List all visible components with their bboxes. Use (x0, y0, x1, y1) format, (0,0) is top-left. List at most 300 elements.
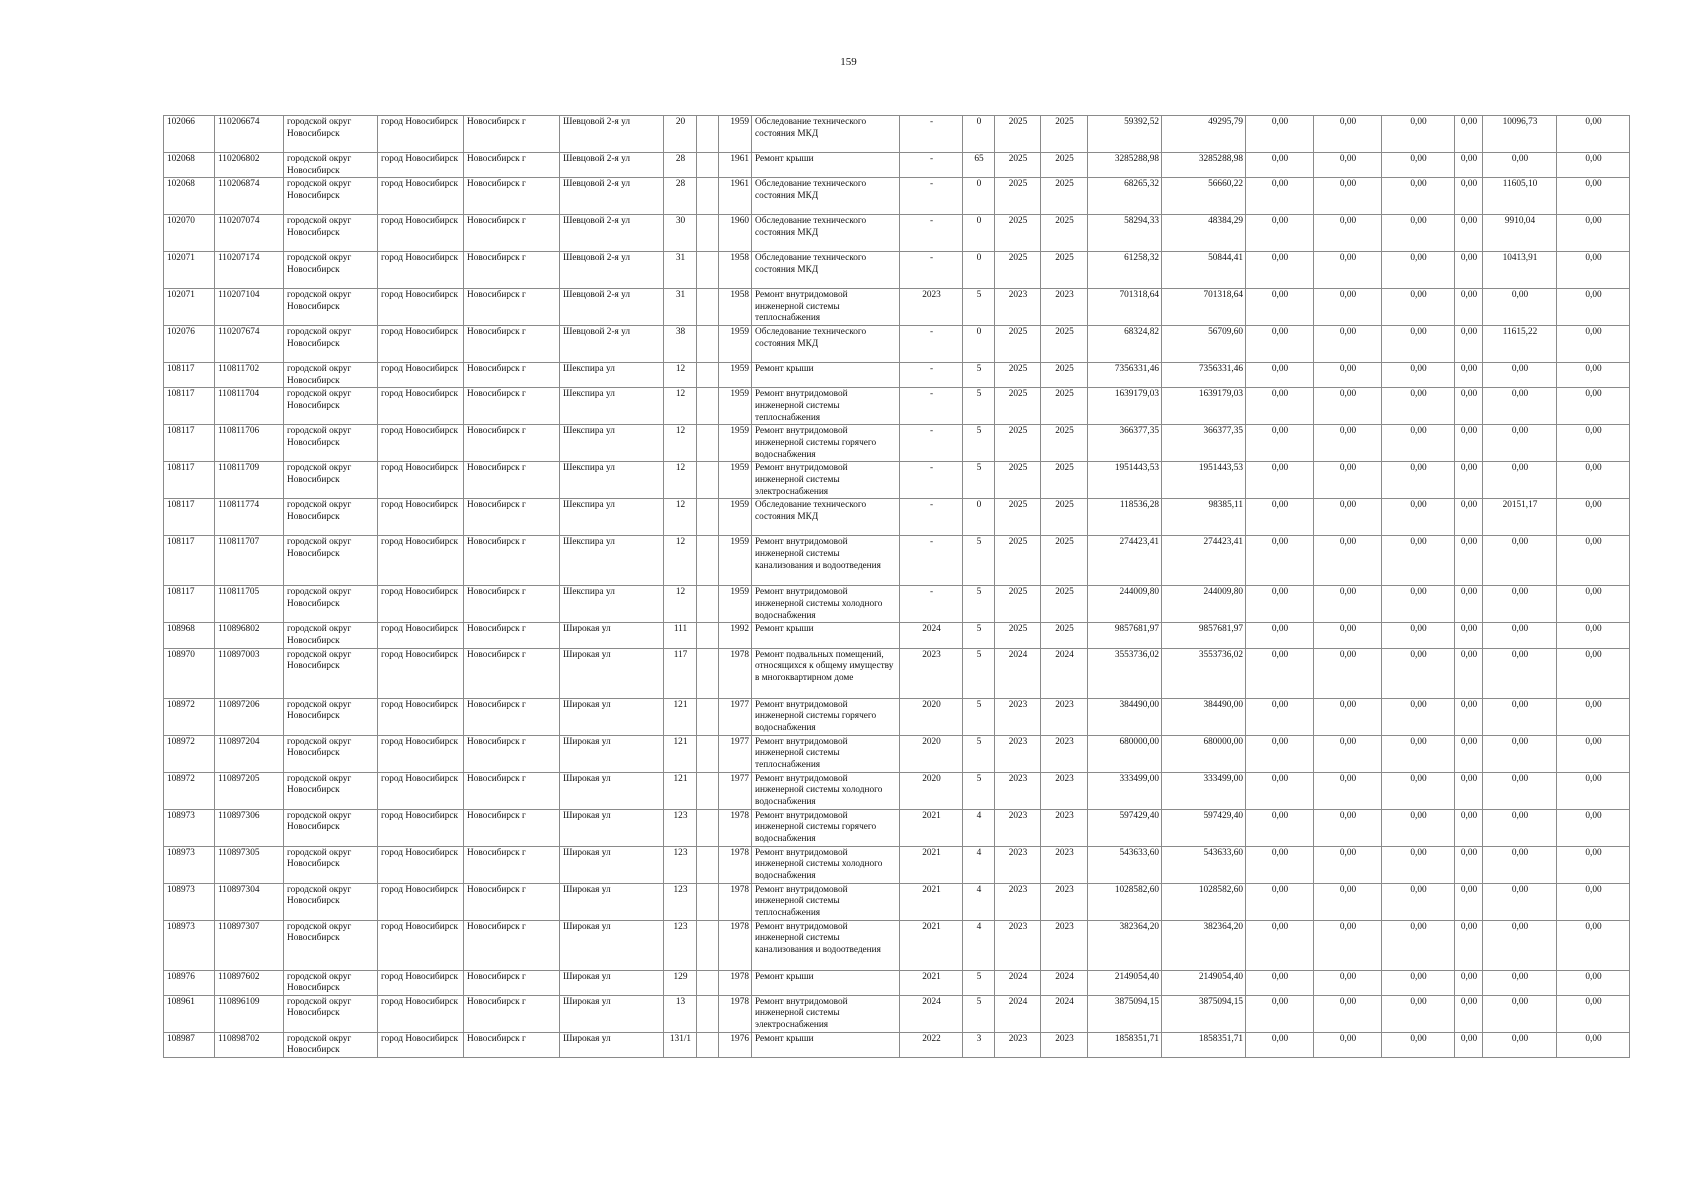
cell-other-source: 0,00 (1455, 995, 1483, 1032)
cell-federal-budget: 0,00 (1246, 536, 1314, 586)
cell-owners-funds: 0,00 (1483, 883, 1557, 920)
cell-build-year: 1960 (719, 215, 752, 252)
cell-fund-cost: 3875094,15 (1162, 995, 1246, 1032)
cell-house-number: 28 (664, 153, 697, 178)
cell-work-type: Обследование технического состояния МКД (752, 116, 900, 153)
cell-prior-year: 2021 (900, 809, 963, 846)
cell-regional-budget: 0,00 (1314, 153, 1382, 178)
cell-fund-cost: 7356331,46 (1162, 363, 1246, 388)
cell-work-type: Ремонт крыши (752, 363, 900, 388)
cell-building (697, 425, 719, 462)
cell-municipal-budget: 0,00 (1382, 809, 1455, 846)
cell-owners-funds: 11615,22 (1483, 326, 1557, 363)
cell-municipal-budget: 0,00 (1382, 772, 1455, 809)
cell-settlement: город Новосибирск (378, 698, 464, 735)
cell-street: Широкая ул (560, 995, 664, 1032)
cell-regional-budget: 0,00 (1314, 809, 1382, 846)
cell-prior-year: 2021 (900, 846, 963, 883)
cell-object-code: 110811774 (215, 499, 284, 536)
cell-start-year: 2025 (995, 536, 1041, 586)
cell-locality: Новосибирск г (464, 153, 560, 178)
cell-wear-level: 5 (963, 363, 995, 388)
cell-locality: Новосибирск г (464, 178, 560, 215)
cell-build-year: 1959 (719, 116, 752, 153)
cell-regional-budget: 0,00 (1314, 289, 1382, 326)
cell-build-year: 1961 (719, 153, 752, 178)
cell-work-type: Обследование технического состояния МКД (752, 252, 900, 289)
cell-municipal-district: городской округ Новосибирск (284, 425, 378, 462)
cell-start-year: 2024 (995, 970, 1041, 995)
cell-total-cost: 68265,32 (1088, 178, 1162, 215)
cell-street: Широкая ул (560, 735, 664, 772)
cell-municipal-district: городской округ Новосибирск (284, 388, 378, 425)
cell-build-year: 1959 (719, 363, 752, 388)
cell-total-cost: 3875094,15 (1088, 995, 1162, 1032)
cell-federal-budget: 0,00 (1246, 425, 1314, 462)
cell-municipal-district: городской округ Новосибирск (284, 846, 378, 883)
cell-build-year: 1958 (719, 252, 752, 289)
cell-municipal-district: городской округ Новосибирск (284, 153, 378, 178)
cell-object-code: 110811704 (215, 388, 284, 425)
cell-row-id: 102070 (164, 215, 215, 252)
cell-build-year: 1959 (719, 462, 752, 499)
cell-building (697, 252, 719, 289)
cell-federal-budget: 0,00 (1246, 289, 1314, 326)
cell-locality: Новосибирск г (464, 970, 560, 995)
cell-wear-level: 4 (963, 846, 995, 883)
cell-end-year: 2023 (1041, 883, 1088, 920)
cell-reserve-sum: 0,00 (1557, 586, 1630, 623)
cell-row-id: 108976 (164, 970, 215, 995)
cell-prior-year: - (900, 388, 963, 425)
cell-row-id: 108973 (164, 809, 215, 846)
cell-municipal-district: городской округ Новосибирск (284, 623, 378, 648)
cell-owners-funds: 0,00 (1483, 648, 1557, 698)
cell-building (697, 289, 719, 326)
cell-other-source: 0,00 (1455, 809, 1483, 846)
cell-reserve-sum: 0,00 (1557, 623, 1630, 648)
cell-object-code: 110207104 (215, 289, 284, 326)
cell-locality: Новосибирск г (464, 772, 560, 809)
cell-street: Шевцовой 2-я ул (560, 153, 664, 178)
cell-object-code: 110897306 (215, 809, 284, 846)
table-row (164, 735, 1630, 772)
cell-total-cost: 382364,20 (1088, 920, 1162, 970)
cell-house-number: 12 (664, 363, 697, 388)
cell-settlement: город Новосибирск (378, 153, 464, 178)
cell-reserve-sum: 0,00 (1557, 995, 1630, 1032)
cell-work-type: Ремонт внутридомовой инженерной системы холодного водоснабжения (752, 586, 900, 623)
cell-reserve-sum: 0,00 (1557, 735, 1630, 772)
cell-house-number: 38 (664, 326, 697, 363)
cell-fund-cost: 3553736,02 (1162, 648, 1246, 698)
cell-build-year: 1959 (719, 499, 752, 536)
cell-municipal-budget: 0,00 (1382, 1032, 1455, 1057)
cell-row-id: 108117 (164, 425, 215, 462)
table-row (164, 846, 1630, 883)
cell-start-year: 2025 (995, 215, 1041, 252)
cell-municipal-district: городской округ Новосибирск (284, 586, 378, 623)
cell-prior-year: - (900, 116, 963, 153)
cell-municipal-district: городской округ Новосибирск (284, 648, 378, 698)
cell-regional-budget: 0,00 (1314, 846, 1382, 883)
cell-work-type: Ремонт внутридомовой инженерной системы горячего водоснабжения (752, 698, 900, 735)
cell-start-year: 2024 (995, 995, 1041, 1032)
cell-building (697, 883, 719, 920)
cell-other-source: 0,00 (1455, 846, 1483, 883)
cell-build-year: 1978 (719, 995, 752, 1032)
cell-start-year: 2024 (995, 648, 1041, 698)
cell-federal-budget: 0,00 (1246, 153, 1314, 178)
cell-wear-level: 5 (963, 970, 995, 995)
cell-municipal-district: городской округ Новосибирск (284, 970, 378, 995)
cell-total-cost: 3553736,02 (1088, 648, 1162, 698)
cell-row-id: 102076 (164, 326, 215, 363)
cell-owners-funds: 10413,91 (1483, 252, 1557, 289)
cell-build-year: 1977 (719, 772, 752, 809)
cell-build-year: 1978 (719, 846, 752, 883)
cell-other-source: 0,00 (1455, 388, 1483, 425)
cell-other-source: 0,00 (1455, 116, 1483, 153)
cell-start-year: 2023 (995, 1032, 1041, 1057)
cell-reserve-sum: 0,00 (1557, 252, 1630, 289)
page-number: 159 (840, 56, 857, 68)
cell-owners-funds: 0,00 (1483, 586, 1557, 623)
cell-total-cost: 543633,60 (1088, 846, 1162, 883)
cell-other-source: 0,00 (1455, 698, 1483, 735)
cell-settlement: город Новосибирск (378, 623, 464, 648)
cell-street: Широкая ул (560, 772, 664, 809)
cell-end-year: 2024 (1041, 648, 1088, 698)
cell-house-number: 111 (664, 623, 697, 648)
cell-end-year: 2023 (1041, 698, 1088, 735)
cell-street: Шекспира ул (560, 499, 664, 536)
cell-start-year: 2023 (995, 920, 1041, 970)
cell-owners-funds: 0,00 (1483, 809, 1557, 846)
table-row (164, 153, 1630, 178)
cell-house-number: 30 (664, 215, 697, 252)
cell-house-number: 12 (664, 586, 697, 623)
cell-owners-funds: 0,00 (1483, 289, 1557, 326)
cell-end-year: 2023 (1041, 1032, 1088, 1057)
cell-house-number: 31 (664, 289, 697, 326)
cell-object-code: 110897206 (215, 698, 284, 735)
cell-settlement: город Новосибирск (378, 363, 464, 388)
cell-municipal-district: городской округ Новосибирск (284, 536, 378, 586)
cell-start-year: 2025 (995, 363, 1041, 388)
cell-owners-funds: 11605,10 (1483, 178, 1557, 215)
cell-regional-budget: 0,00 (1314, 772, 1382, 809)
cell-building (697, 462, 719, 499)
table-row (164, 252, 1630, 289)
cell-prior-year: - (900, 153, 963, 178)
cell-total-cost: 384490,00 (1088, 698, 1162, 735)
cell-work-type: Ремонт крыши (752, 970, 900, 995)
cell-end-year: 2023 (1041, 289, 1088, 326)
cell-object-code: 110896802 (215, 623, 284, 648)
cell-work-type: Обследование технического состояния МКД (752, 178, 900, 215)
cell-prior-year: - (900, 462, 963, 499)
cell-settlement: город Новосибирск (378, 772, 464, 809)
cell-building (697, 772, 719, 809)
cell-wear-level: 0 (963, 499, 995, 536)
cell-municipal-budget: 0,00 (1382, 846, 1455, 883)
cell-settlement: город Новосибирск (378, 883, 464, 920)
cell-prior-year: 2022 (900, 1032, 963, 1057)
table-row (164, 499, 1630, 536)
cell-street: Широкая ул (560, 1032, 664, 1057)
cell-reserve-sum: 0,00 (1557, 462, 1630, 499)
cell-municipal-district: городской округ Новосибирск (284, 252, 378, 289)
cell-street: Широкая ул (560, 920, 664, 970)
cell-settlement: город Новосибирск (378, 252, 464, 289)
cell-house-number: 12 (664, 536, 697, 586)
cell-start-year: 2023 (995, 772, 1041, 809)
cell-end-year: 2025 (1041, 178, 1088, 215)
cell-start-year: 2023 (995, 698, 1041, 735)
cell-work-type: Ремонт внутридомовой инженерной системы электроснабжения (752, 995, 900, 1032)
cell-fund-cost: 680000,00 (1162, 735, 1246, 772)
cell-fund-cost: 56709,60 (1162, 326, 1246, 363)
cell-locality: Новосибирск г (464, 809, 560, 846)
cell-regional-budget: 0,00 (1314, 1032, 1382, 1057)
cell-regional-budget: 0,00 (1314, 252, 1382, 289)
cell-street: Шевцовой 2-я ул (560, 116, 664, 153)
cell-total-cost: 118536,28 (1088, 499, 1162, 536)
table-row (164, 920, 1630, 970)
cell-wear-level: 4 (963, 809, 995, 846)
cell-building (697, 846, 719, 883)
cell-end-year: 2025 (1041, 499, 1088, 536)
cell-locality: Новосибирск г (464, 1032, 560, 1057)
cell-prior-year: 2020 (900, 772, 963, 809)
cell-total-cost: 59392,52 (1088, 116, 1162, 153)
cell-start-year: 2025 (995, 252, 1041, 289)
cell-start-year: 2025 (995, 462, 1041, 499)
table-row (164, 425, 1630, 462)
cell-locality: Новосибирск г (464, 623, 560, 648)
cell-reserve-sum: 0,00 (1557, 698, 1630, 735)
cell-other-source: 0,00 (1455, 289, 1483, 326)
cell-work-type: Ремонт крыши (752, 623, 900, 648)
cell-work-type: Ремонт внутридомовой инженерной системы электроснабжения (752, 462, 900, 499)
cell-reserve-sum: 0,00 (1557, 116, 1630, 153)
cell-end-year: 2023 (1041, 809, 1088, 846)
cell-federal-budget: 0,00 (1246, 846, 1314, 883)
cell-work-type: Ремонт внутридомовой инженерной системы теплоснабжения (752, 388, 900, 425)
cell-municipal-budget: 0,00 (1382, 883, 1455, 920)
cell-other-source: 0,00 (1455, 648, 1483, 698)
cell-municipal-budget: 0,00 (1382, 536, 1455, 586)
cell-regional-budget: 0,00 (1314, 116, 1382, 153)
cell-building (697, 920, 719, 970)
cell-settlement: город Новосибирск (378, 289, 464, 326)
cell-prior-year: - (900, 326, 963, 363)
cell-reserve-sum: 0,00 (1557, 363, 1630, 388)
cell-object-code: 110206874 (215, 178, 284, 215)
cell-federal-budget: 0,00 (1246, 499, 1314, 536)
cell-building (697, 586, 719, 623)
cell-fund-cost: 56660,22 (1162, 178, 1246, 215)
cell-federal-budget: 0,00 (1246, 388, 1314, 425)
cell-municipal-district: городской округ Новосибирск (284, 920, 378, 970)
cell-other-source: 0,00 (1455, 252, 1483, 289)
cell-owners-funds: 0,00 (1483, 970, 1557, 995)
cell-owners-funds: 0,00 (1483, 995, 1557, 1032)
cell-total-cost: 2149054,40 (1088, 970, 1162, 995)
cell-fund-cost: 333499,00 (1162, 772, 1246, 809)
table-row (164, 623, 1630, 648)
cell-settlement: город Новосибирск (378, 735, 464, 772)
cell-settlement: город Новосибирск (378, 995, 464, 1032)
cell-row-id: 108972 (164, 772, 215, 809)
cell-fund-cost: 3285288,98 (1162, 153, 1246, 178)
cell-object-code: 110897304 (215, 883, 284, 920)
cell-house-number: 123 (664, 920, 697, 970)
cell-start-year: 2025 (995, 623, 1041, 648)
cell-street: Шекспира ул (560, 586, 664, 623)
cell-reserve-sum: 0,00 (1557, 536, 1630, 586)
cell-work-type: Ремонт внутридомовой инженерной системы горячего водоснабжения (752, 809, 900, 846)
cell-prior-year: - (900, 178, 963, 215)
cell-street: Шекспира ул (560, 425, 664, 462)
cell-work-type: Ремонт внутридомовой инженерной системы теплоснабжения (752, 883, 900, 920)
cell-work-type: Ремонт внутридомовой инженерной системы канализования и водоотведения (752, 920, 900, 970)
cell-municipal-budget: 0,00 (1382, 970, 1455, 995)
cell-end-year: 2023 (1041, 735, 1088, 772)
cell-build-year: 1959 (719, 388, 752, 425)
cell-house-number: 121 (664, 735, 697, 772)
cell-row-id: 108117 (164, 388, 215, 425)
cell-regional-budget: 0,00 (1314, 995, 1382, 1032)
cell-fund-cost: 98385,11 (1162, 499, 1246, 536)
cell-owners-funds: 9910,04 (1483, 215, 1557, 252)
cell-reserve-sum: 0,00 (1557, 883, 1630, 920)
cell-municipal-district: городской округ Новосибирск (284, 1032, 378, 1057)
cell-total-cost: 68324,82 (1088, 326, 1162, 363)
cell-work-type: Ремонт внутридомовой инженерной системы канализования и водоотведения (752, 536, 900, 586)
cell-object-code: 110897003 (215, 648, 284, 698)
cell-build-year: 1978 (719, 970, 752, 995)
cell-owners-funds: 0,00 (1483, 1032, 1557, 1057)
table-row (164, 586, 1630, 623)
cell-wear-level: 5 (963, 388, 995, 425)
cell-object-code: 110811705 (215, 586, 284, 623)
cell-row-id: 102066 (164, 116, 215, 153)
cell-settlement: город Новосибирск (378, 1032, 464, 1057)
cell-work-type: Ремонт внутридомовой инженерной системы холодного водоснабжения (752, 772, 900, 809)
cell-building (697, 153, 719, 178)
cell-wear-level: 5 (963, 462, 995, 499)
cell-house-number: 121 (664, 772, 697, 809)
cell-other-source: 0,00 (1455, 883, 1483, 920)
cell-prior-year: - (900, 586, 963, 623)
cell-build-year: 1992 (719, 623, 752, 648)
cell-wear-level: 5 (963, 586, 995, 623)
cell-reserve-sum: 0,00 (1557, 970, 1630, 995)
cell-other-source: 0,00 (1455, 425, 1483, 462)
cell-municipal-budget: 0,00 (1382, 388, 1455, 425)
cell-build-year: 1977 (719, 698, 752, 735)
cell-federal-budget: 0,00 (1246, 995, 1314, 1032)
cell-federal-budget: 0,00 (1246, 363, 1314, 388)
cell-object-code: 110207074 (215, 215, 284, 252)
cell-row-id: 108117 (164, 586, 215, 623)
cell-owners-funds: 20151,17 (1483, 499, 1557, 536)
cell-locality: Новосибирск г (464, 499, 560, 536)
cell-settlement: город Новосибирск (378, 586, 464, 623)
cell-wear-level: 5 (963, 536, 995, 586)
cell-total-cost: 1858351,71 (1088, 1032, 1162, 1057)
cell-row-id: 108987 (164, 1032, 215, 1057)
cell-prior-year: 2023 (900, 289, 963, 326)
cell-prior-year: 2021 (900, 883, 963, 920)
cell-regional-budget: 0,00 (1314, 388, 1382, 425)
cell-fund-cost: 48384,29 (1162, 215, 1246, 252)
cell-object-code: 110897307 (215, 920, 284, 970)
cell-owners-funds: 0,00 (1483, 462, 1557, 499)
cell-federal-budget: 0,00 (1246, 252, 1314, 289)
cell-locality: Новосибирск г (464, 289, 560, 326)
cell-municipal-budget: 0,00 (1382, 462, 1455, 499)
cell-wear-level: 5 (963, 995, 995, 1032)
cell-locality: Новосибирск г (464, 648, 560, 698)
cell-row-id: 108117 (164, 462, 215, 499)
cell-object-code: 110811707 (215, 536, 284, 586)
cell-object-code: 110896109 (215, 995, 284, 1032)
cell-fund-cost: 9857681,97 (1162, 623, 1246, 648)
cell-building (697, 809, 719, 846)
table-row (164, 970, 1630, 995)
cell-row-id: 102071 (164, 289, 215, 326)
cell-build-year: 1977 (719, 735, 752, 772)
cell-owners-funds: 0,00 (1483, 920, 1557, 970)
cell-start-year: 2025 (995, 499, 1041, 536)
cell-municipal-budget: 0,00 (1382, 920, 1455, 970)
cell-end-year: 2023 (1041, 920, 1088, 970)
cell-building (697, 698, 719, 735)
cell-settlement: город Новосибирск (378, 499, 464, 536)
cell-municipal-budget: 0,00 (1382, 735, 1455, 772)
cell-other-source: 0,00 (1455, 735, 1483, 772)
cell-total-cost: 701318,64 (1088, 289, 1162, 326)
cell-start-year: 2025 (995, 425, 1041, 462)
cell-federal-budget: 0,00 (1246, 735, 1314, 772)
cell-other-source: 0,00 (1455, 363, 1483, 388)
cell-settlement: город Новосибирск (378, 116, 464, 153)
cell-total-cost: 597429,40 (1088, 809, 1162, 846)
cell-prior-year: 2024 (900, 995, 963, 1032)
cell-build-year: 1978 (719, 920, 752, 970)
cell-house-number: 12 (664, 499, 697, 536)
cell-street: Шевцовой 2-я ул (560, 215, 664, 252)
cell-prior-year: 2023 (900, 648, 963, 698)
cell-municipal-district: городской округ Новосибирск (284, 772, 378, 809)
cell-wear-level: 5 (963, 772, 995, 809)
cell-build-year: 1961 (719, 178, 752, 215)
cell-fund-cost: 543633,60 (1162, 846, 1246, 883)
cell-reserve-sum: 0,00 (1557, 289, 1630, 326)
cell-municipal-budget: 0,00 (1382, 153, 1455, 178)
cell-settlement: город Новосибирск (378, 809, 464, 846)
cell-reserve-sum: 0,00 (1557, 215, 1630, 252)
cell-federal-budget: 0,00 (1246, 698, 1314, 735)
cell-building (697, 1032, 719, 1057)
cell-street: Шекспира ул (560, 388, 664, 425)
cell-locality: Новосибирск г (464, 462, 560, 499)
cell-work-type: Ремонт крыши (752, 1032, 900, 1057)
cell-federal-budget: 0,00 (1246, 116, 1314, 153)
